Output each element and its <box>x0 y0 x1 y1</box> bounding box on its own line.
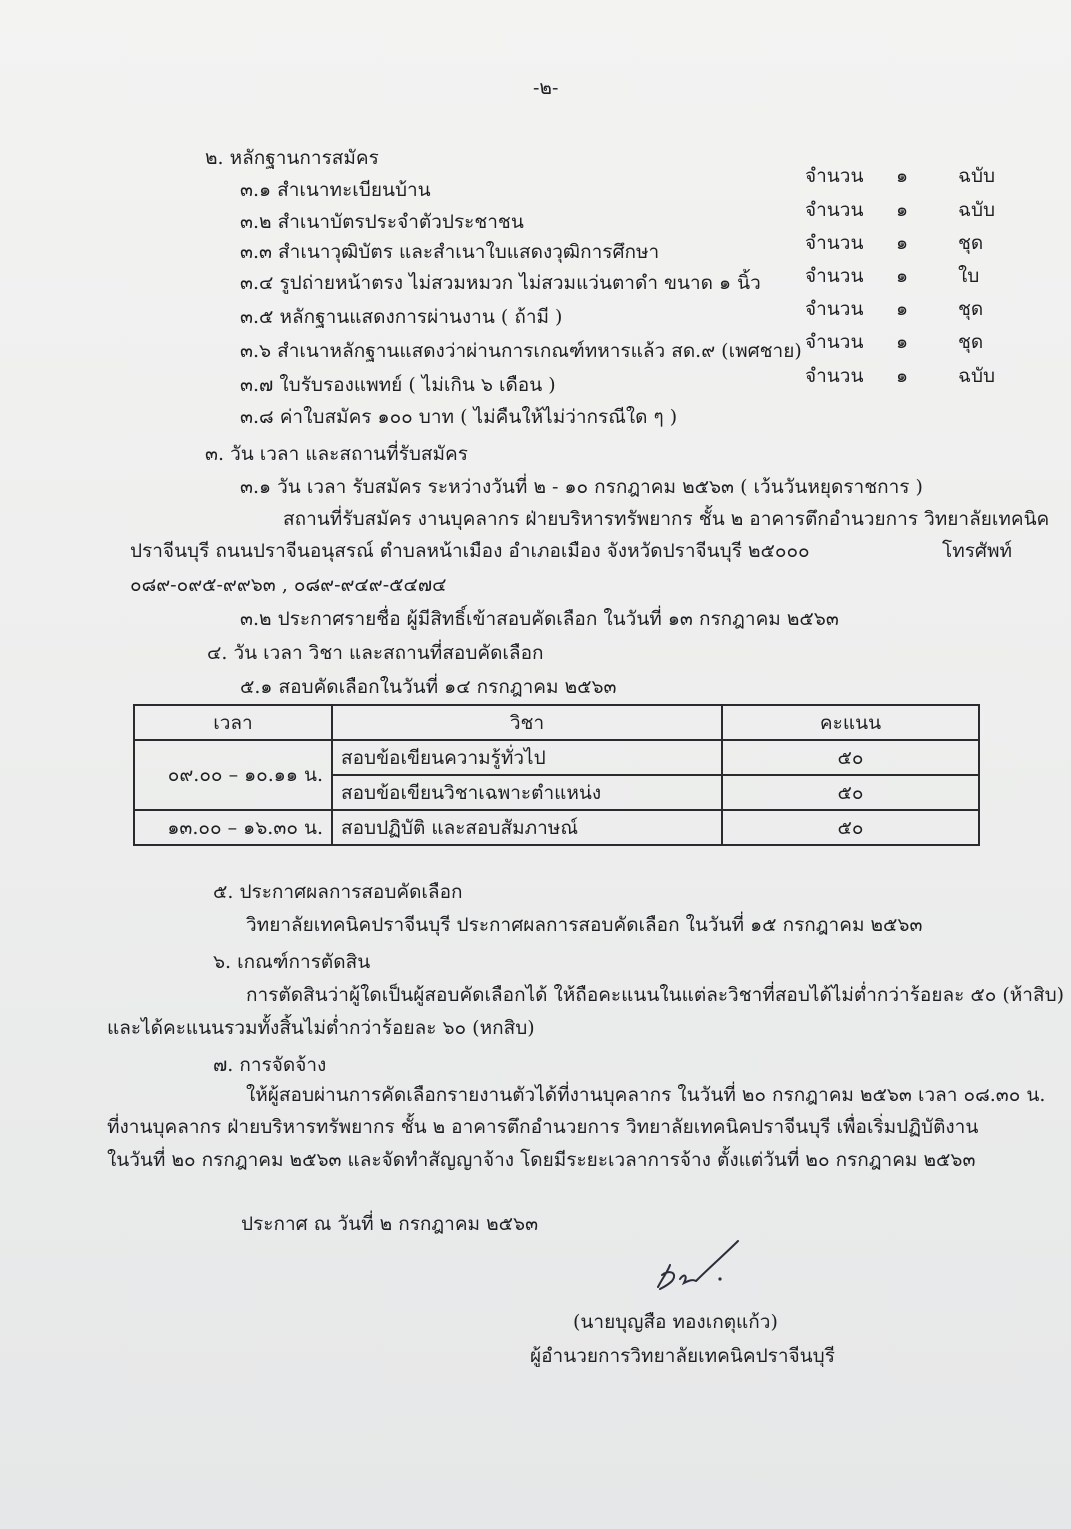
qty-value: ๑ <box>896 265 909 287</box>
score-cell: ๕๐ <box>722 810 979 845</box>
exam-schedule-table <box>133 704 980 846</box>
qty-value: ๑ <box>896 199 909 221</box>
score-cell: ๕๐ <box>722 775 979 810</box>
exam-date: ๕.๑ สอบคัดเลือกในวันที่ ๑๔ กรกฎาคม ๒๕๖๓ <box>240 676 617 698</box>
application-fee: ๓.๘ ค่าใบสมัคร ๑๐๐ บาท ( ไม่คืนให้ไม่ว่ากรณีใด ๆ ) <box>240 406 678 428</box>
time-cell: ๑๓.๐๐ – ๑๖.๓๐ น. <box>134 810 332 845</box>
time-cell: ๐๙.๐๐ – ๑๐.๑๑ น. <box>134 740 332 810</box>
subject-cell: สอบข้อเขียนวิชาเฉพาะตำแหน่ง <box>332 775 722 810</box>
application-period: ๓.๑ วัน เวลา รับสมัคร ระหว่างวันที่ ๒ - ๑๐ กรกฎาคม ๒๕๖๓ ( เว้นวันหยุดราชการ ) <box>240 476 923 498</box>
unit: ฉบับ <box>958 165 996 187</box>
header-time: เวลา <box>134 705 332 740</box>
candidate-list-announcement: ๓.๒ ประกาศรายชื่อ ผู้มีสิทธิ์เข้าสอบคัดเลือก ในวันที่ ๑๓ กรกฎาคม ๒๕๖๓ <box>240 608 839 630</box>
score-cell: ๕๐ <box>722 740 979 775</box>
item-label: ๓.๓ สำเนาวุฒิบัตร และสำเนาใบแสดงวุฒิการศึกษา <box>240 241 660 263</box>
results-announcement: วิทยาลัยเทคนิคปราจีนบุรี ประกาศผลการสอบคัดเลือก ในวันที่ ๑๕ กรกฎาคม ๒๕๖๓ <box>246 914 923 936</box>
employment-line2: ที่งานบุคลากร ฝ่ายบริหารทรัพยากร ชั้น ๒ อาคารตึกอำนวยการ วิทยาลัยเทคนิคปราจีนบุรี เพื่อเริ่มปฏิบัติงาน <box>107 1116 979 1138</box>
qty-value: ๑ <box>896 365 909 387</box>
qty-label: จำนวน <box>805 199 864 221</box>
handwritten-signature <box>640 1235 760 1295</box>
qty-value: ๑ <box>896 331 909 353</box>
application-place-line2: ปราจีนบุรี ถนนปราจีนอนุสรณ์ ตำบลหน้าเมือง อำเภอเมือง จังหวัดปราจีนบุรี ๒๕๐๐๐ <box>130 540 810 562</box>
qty-value: ๑ <box>896 232 909 254</box>
section4-heading: ๔. วัน เวลา วิชา และสถานที่สอบคัดเลือก <box>207 642 544 664</box>
signer-name: (นายบุญสือ ทองเกตุแก้ว) <box>573 1311 778 1333</box>
subject-cell: สอบปฏิบัติ และสอบสัมภาษณ์ <box>332 810 722 845</box>
section3-heading: ๓. วัน เวลา และสถานที่รับสมัคร <box>205 443 468 465</box>
table-row <box>134 810 979 845</box>
section5-heading: ๕. ประกาศผลการสอบคัดเลือก <box>213 881 463 903</box>
unit: ชุด <box>958 298 984 320</box>
unit: ชุด <box>958 232 984 254</box>
announcement-date: ประกาศ ณ วันที่ ๒ กรกฎาคม ๒๕๖๓ <box>241 1213 539 1235</box>
qty-label: จำนวน <box>805 298 864 320</box>
section6-heading: ๖. เกณฑ์การตัดสิน <box>213 951 371 973</box>
qty-value: ๑ <box>896 298 909 320</box>
qty-label: จำนวน <box>805 165 864 187</box>
phone-numbers: ๐๘๙-๐๙๕-๙๙๖๓ , ๐๘๙-๙๔๙-๕๔๗๔ <box>130 574 447 596</box>
item-label: ๓.๔ รูปถ่ายหน้าตรง ไม่สวมหมวก ไม่สวมแว่นตาดำ ขนาด ๑ นิ้ว <box>240 272 761 294</box>
unit: ฉบับ <box>958 365 996 387</box>
section2-heading: ๒. หลักฐานการสมัคร <box>205 147 379 169</box>
unit: ใบ <box>958 265 980 287</box>
item-label: ๓.๖ สำเนาหลักฐานแสดงว่าผ่านการเกณฑ์ทหารแล้ว สด.๙ (เพศชาย) <box>240 340 802 362</box>
unit: ชุด <box>958 331 984 353</box>
section7-heading: ๗. การจัดจ้าง <box>213 1054 327 1076</box>
item-label: ๓.๗ ใบรับรองแพทย์ ( ไม่เกิน ๖ เดือน ) <box>240 374 556 396</box>
subject-cell: สอบข้อเขียนความรู้ทั่วไป <box>332 740 722 775</box>
header-score: คะแนน <box>722 705 979 740</box>
qty-label: จำนวน <box>805 331 864 353</box>
signer-position: ผู้อำนวยการวิทยาลัยเทคนิคปราจีนบุรี <box>530 1345 835 1367</box>
qty-value: ๑ <box>896 165 909 187</box>
phone-label: โทรศัพท์ <box>942 540 1013 562</box>
table-row <box>134 740 979 775</box>
item-label: ๓.๑ สำเนาทะเบียนบ้าน <box>240 179 431 201</box>
qty-label: จำนวน <box>805 232 864 254</box>
employment-line1: ให้ผู้สอบผ่านการคัดเลือกรายงานตัวได้ที่งานบุคลากร ในวันที่ ๒๐ กรกฎาคม ๒๕๖๓ เวลา ๐๘.๓๐ น. <box>246 1084 1046 1106</box>
qty-label: จำนวน <box>805 365 864 387</box>
page-number: -๒- <box>533 77 559 99</box>
table-header-row <box>134 705 979 740</box>
item-label: ๓.๕ หลักฐานแสดงการผ่านงาน ( ถ้ามี ) <box>240 306 563 328</box>
criteria-line1: การตัดสินว่าผู้ใดเป็นผู้สอบคัดเลือกได้ ให้ถือคะแนนในแต่ละวิชาที่สอบได้ไม่ต่ำกว่าร้อยละ ๕๐ (ห้าสิบ) <box>246 984 1065 1006</box>
unit: ฉบับ <box>958 199 996 221</box>
item-label: ๓.๒ สำเนาบัตรประจำตัวประชาชน <box>240 211 524 233</box>
qty-label: จำนวน <box>805 265 864 287</box>
application-place-line1: สถานที่รับสมัคร งานบุคลากร ฝ่ายบริหารทรัพยากร ชั้น ๒ อาคารตึกอำนวยการ วิทยาลัยเทคนิค <box>283 508 1050 530</box>
criteria-line2: และได้คะแนนรวมทั้งสิ้นไม่ต่ำกว่าร้อยละ ๖๐ (หกสิบ) <box>107 1017 535 1039</box>
employment-line3: ในวันที่ ๒๐ กรกฎาคม ๒๕๖๓ และจัดทำสัญญาจ้าง โดยมีระยะเวลาการจ้าง ตั้งแต่วันที่ ๒๐ กรกฎาคม ๒๕๖๓ <box>107 1149 976 1171</box>
header-subject: วิชา <box>332 705 722 740</box>
